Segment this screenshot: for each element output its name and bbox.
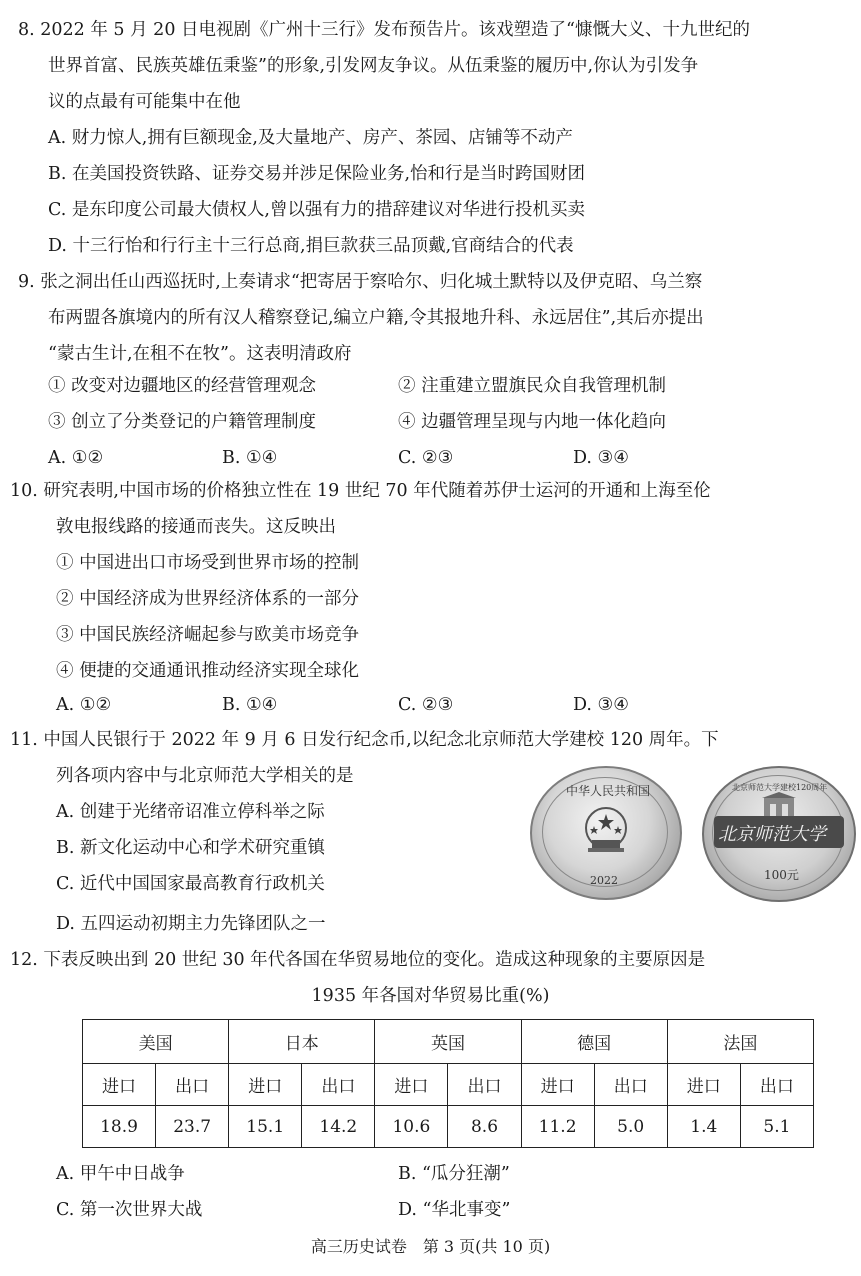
value-cell: 5.1: [740, 1106, 813, 1148]
q10-choice-c: C. ②③: [398, 695, 454, 715]
subheader-cell: 进口: [375, 1064, 448, 1106]
subheader-cell: 进口: [83, 1064, 156, 1106]
q9-item-3: ③ 创立了分类登记的户籍管理制度: [48, 412, 317, 432]
value-cell: 5.0: [594, 1106, 667, 1148]
q8-option-b: B. 在美国投资铁路、证券交易并涉足保险业务,怡和行是当时跨国财团: [48, 164, 586, 184]
value-cell: 11.2: [521, 1106, 594, 1148]
q10-item-4: ④ 便捷的交通通讯推动经济实现全球化: [56, 661, 360, 681]
q10-item-1: ① 中国进出口市场受到世界市场的控制: [56, 553, 360, 573]
value-cell: 1.4: [667, 1106, 740, 1148]
q9-stem-line-2: 布两盟各旗境内的所有汉人稽察登记,编立户籍,令其报地升科、永远居住”,其后亦提出: [48, 308, 704, 328]
q8-option-a: A. 财力惊人,拥有巨额现金,及大量地产、房产、茶园、店铺等不动产: [48, 128, 573, 148]
coin-reverse-top-text: 北京师范大学建校120周年: [732, 783, 828, 792]
q11-stem-line-1: 11. 中国人民银行于 2022 年 9 月 6 日发行纪念币,以纪念北京师范大学建校 120 周年。下: [10, 730, 719, 750]
q11-option-d: D. 五四运动初期主力先锋团队之一: [56, 914, 326, 934]
subheader-cell: 出口: [448, 1064, 521, 1106]
q9-item-2: ② 注重建立盟旗民众自我管理机制: [398, 376, 667, 396]
subheader-cell: 进口: [521, 1064, 594, 1106]
coin-obverse-year: 2022: [590, 874, 618, 887]
q12-option-a: A. 甲午中日战争: [56, 1164, 185, 1184]
subheader-cell: 出口: [740, 1064, 813, 1106]
value-cell: 23.7: [156, 1106, 229, 1148]
page-footer: 高三历史试卷 第 3 页(共 10 页): [310, 1237, 551, 1256]
q10-choice-a: A. ①②: [56, 695, 112, 715]
country-header: 英国: [375, 1020, 521, 1064]
q12-option-b: B. “瓜分狂潮”: [398, 1164, 510, 1184]
q12-option-c: C. 第一次世界大战: [56, 1200, 203, 1220]
q8-stem-line-3: 议的点最有可能集中在他: [48, 92, 241, 112]
q10-stem-line-2: 敦电报线路的接通而丧失。这反映出: [56, 517, 336, 537]
trade-share-table: [82, 1019, 814, 1148]
subheader-cell: 出口: [594, 1064, 667, 1106]
q9-item-1: ① 改变对边疆地区的经营管理观念: [48, 376, 317, 396]
country-header: 日本: [229, 1020, 375, 1064]
q10-stem-line-1: 10. 研究表明,中国市场的价格独立性在 19 世纪 70 年代随着苏伊士运河的开通和上海至伦: [10, 481, 711, 501]
country-header: 法国: [667, 1020, 813, 1064]
q8-stem-line-2: 世界首富、民族英雄伍秉鉴”的形象,引发网友争议。从伍秉鉴的履历中,你认为引发争: [48, 56, 699, 76]
value-cell: 8.6: [448, 1106, 521, 1148]
q8-stem-line-1: 8. 2022 年 5 月 20 日电视剧《广州十三行》发布预告片。该戏塑造了“慷慨大义、十九世纪的: [18, 20, 750, 40]
subheader-cell: 进口: [229, 1064, 302, 1106]
q10-choice-d: D. ③④: [573, 695, 629, 715]
q11-option-c: C. 近代中国国家最高教育行政机关: [56, 874, 325, 894]
q10-item-2: ② 中国经济成为世界经济体系的一部分: [56, 589, 360, 609]
value-cell: 18.9: [83, 1106, 156, 1148]
q11-stem-line-2: 列各项内容中与北京师范大学相关的是: [56, 766, 354, 786]
q12-option-d: D. “华北事变”: [398, 1200, 511, 1220]
q11-option-a: A. 创建于光绪帝诏准立停科举之际: [56, 802, 325, 822]
subheader-cell: 进口: [667, 1064, 740, 1106]
q9-stem-line-3: “蒙古生计,在租不在牧”。这表明清政府: [48, 344, 352, 364]
value-cell: 10.6: [375, 1106, 448, 1148]
table-caption: 1935 年各国对华贸易比重(%): [311, 986, 550, 1006]
coin-reverse-image: [702, 766, 856, 902]
q8-option-c: C. 是东印度公司最大债权人,曾以强有力的措辞建议对华进行投机买卖: [48, 200, 585, 220]
q12-stem: 12. 下表反映出到 20 世纪 30 年代各国在华贸易地位的变化。造成这种现象的主要原因是: [10, 950, 706, 970]
q10-choice-b: B. ①④: [222, 695, 278, 715]
value-cell: 14.2: [302, 1106, 375, 1148]
q9-item-4: ④ 边疆管理呈现与内地一体化趋向: [398, 412, 667, 432]
coin-reverse-calligraphy: 北京师范大学: [718, 824, 826, 845]
q11-option-b: B. 新文化运动中心和学术研究重镇: [56, 838, 325, 858]
country-header: 美国: [83, 1020, 229, 1064]
q8-option-d: D. 十三行怡和行行主十三行总商,捐巨款获三品顶戴,官商结合的代表: [48, 236, 574, 256]
gate-building-icon: [760, 792, 798, 818]
coin-obverse-top-text: 中华人民共和国: [566, 784, 651, 798]
q9-choice-c: C. ②③: [398, 448, 454, 468]
q9-choice-a: A. ①②: [48, 448, 104, 468]
coin-obverse-image: [530, 766, 682, 900]
q10-item-3: ③ 中国民族经济崛起参与欧美市场竞争: [56, 625, 360, 645]
country-header: 德国: [521, 1020, 667, 1064]
q9-stem-line-1: 9. 张之洞出任山西巡抚时,上奏请求“把寄居于察哈尔、归化城土默特以及伊克昭、乌兰察: [18, 272, 703, 292]
subheader-cell: 出口: [302, 1064, 375, 1106]
subheader-cell: 出口: [156, 1064, 229, 1106]
q9-choice-b: B. ①④: [222, 448, 278, 468]
q9-choice-d: D. ③④: [573, 448, 629, 468]
national-emblem-icon: [576, 802, 636, 860]
value-cell: 15.1: [229, 1106, 302, 1148]
coin-reverse-value: 100元: [764, 868, 799, 882]
